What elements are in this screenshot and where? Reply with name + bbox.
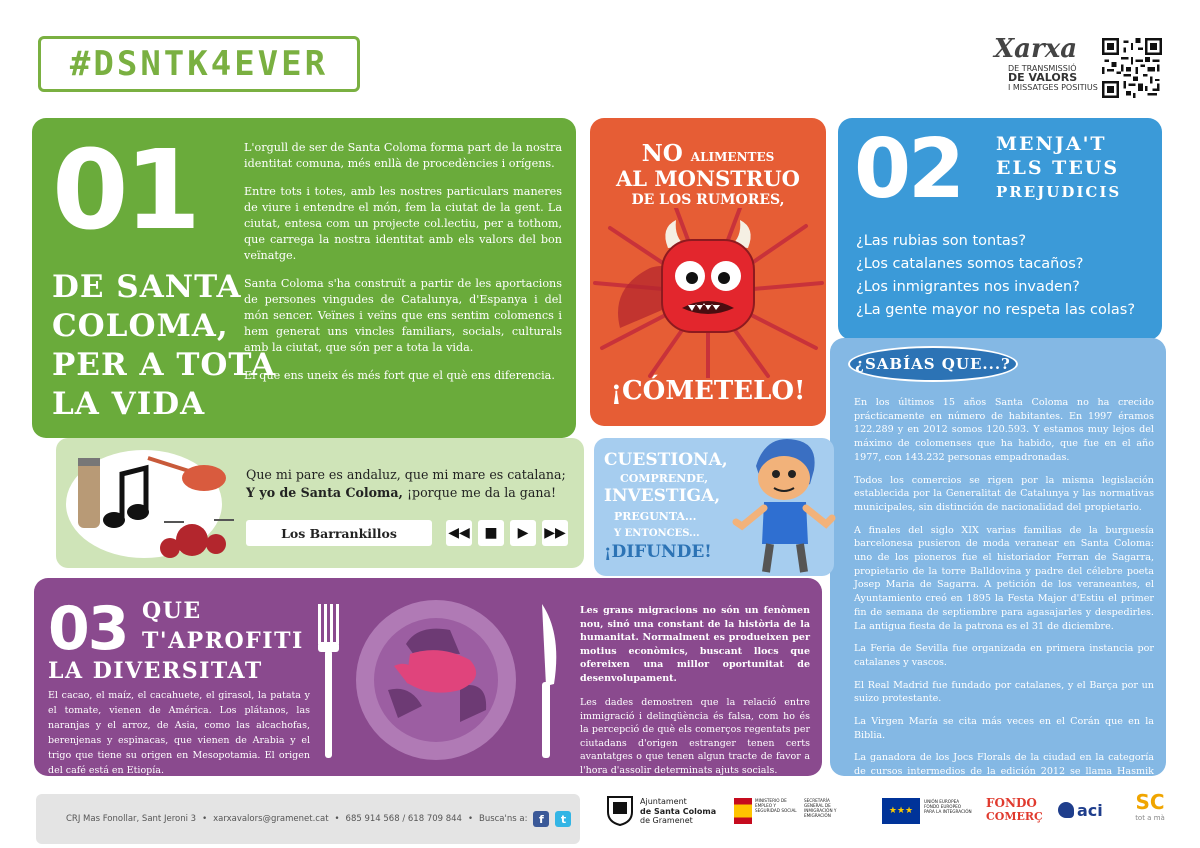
paragraph: Les grans migracions no són un fenòmen nou, sinó una constant de la història de la humanitat. Normalment es produeixen per motius econòmics, buscant llocs que ofereixen una millor oportunitat de desenvolupament. <box>580 605 810 684</box>
question: ¿Los inmigrantes nos invaden? <box>856 279 1080 295</box>
question: ¿La gente mayor no respeta las colas? <box>856 302 1136 318</box>
rumors-no: NO <box>641 140 683 167</box>
eu-logo <box>924 799 972 814</box>
section-03-number: 03 <box>48 594 128 664</box>
fondo-comerc-logo <box>986 796 1043 823</box>
footer-separator: • <box>467 814 473 824</box>
sponsor-text: de Santa Coloma <box>640 806 717 816</box>
facebook-icon[interactable]: f <box>533 811 549 827</box>
fact: Todos los comercios se rigen por la misma legislación establecida por la Generalitat de Catalunya y las normativas municipales, sin distinción de nacionalidad del propietario. <box>854 474 1154 513</box>
prejudice-questions <box>856 230 1135 322</box>
xarxa-logo <box>990 34 1120 106</box>
title-line: T'APROFITI <box>142 628 304 654</box>
section-03-body: El cacao, el maíz, el cacahuete, el girasol, la patata y el tomate, vienen de América. Los plátanos, las naranjas y el arroz, de Asia, como las alcachofas, berenjenas y espinacas, que vienen de Arabia y el trigo que tiene su origen en Mesopotamia. El origen del café está en Etiopía. <box>48 690 310 776</box>
footer-separator: • <box>334 814 340 824</box>
sponsor-text: SC <box>1135 790 1165 814</box>
question: ¿Los catalanes somos tacaños? <box>856 256 1084 272</box>
fact: A finales del siglo XIX varias familias de la burguesía barcelonesa pusieron de moda veranear en Santa Coloma: uno de los pioneros fue el historiador Ferran de Sagarra, propietario de la torre Balldovina y padre del célebre poeta Josep Maria de Sagarra. A petición de los veraneantes, el Ayuntamiento creó en 1895 la Festa Major d'Estiu el primer fin de semana de septiembre para agasajarles y despedirles. La antigua fiesta de la patrona es el 31 de diciembre. <box>854 524 1154 632</box>
section-03-panel <box>34 578 822 776</box>
cuestiona-line: Y ENTONCES... <box>614 528 700 539</box>
song-title-field[interactable]: Los Barrankillos <box>246 520 432 546</box>
logo-sub1: DE TRANSMISSIÓ <box>1008 64 1077 73</box>
section-01-title <box>52 268 276 424</box>
paragraph: Entre tots i totes, amb les nostres particulars maneres de viure i entendre el món, fem la ciutat de la gent. La ciutat, entesa com un projecte col.lectiu, per a tothom, que carrega la nostra identitat amb els valors del bon veïnatge. <box>244 185 562 262</box>
sabias-que-bubble: ¿SABÍAS QUE...? <box>848 346 1018 382</box>
ajuntament-logo <box>640 797 716 826</box>
fact: La Virgen María se cita más veces en el Corán que en la Biblia. <box>854 716 1154 741</box>
section-03-title <box>48 596 338 686</box>
spain-flag-icon <box>734 798 752 824</box>
section-01-number: 01 <box>52 126 198 254</box>
title-line: DE SANTA <box>52 269 242 305</box>
sponsor-text: Ajuntament <box>640 797 687 806</box>
logo-sub2: DE VALORS <box>1008 71 1078 84</box>
rumors-bottom: ¡CÓMETELO! <box>610 376 806 406</box>
question: ¿Las rubias son tontas? <box>856 233 1027 249</box>
fact: En los últimos 15 años Santa Coloma no ha crecido prácticamente en número de habitantes. En 1997 éramos 122.289 y en 2012 somos 120.593. Y estamos muy lejos del máximo de colomenses que ha habido, que fue en el año 1977, con 143.232 personas empadronadas. <box>854 397 1154 463</box>
rumors-line2: AL MONSTRUO <box>616 166 800 191</box>
logo-sub3: I MISSATGES POSITIUS <box>1008 83 1098 92</box>
ministerio-logo <box>734 798 850 824</box>
sponsor-text: FONDO EUROPEO PARA LA INTEGRACIÓN <box>924 804 972 814</box>
paragraph: Les dades demostren que la relació entre immigració i delinqüència és falsa, com ho és la percepció de què els comerços regentats per ciutadans d'origen estranger tenen certs avantatges o que tenen algun tracte de favor a l'hora d'assolir determinats ajuts socials. <box>580 697 810 776</box>
sponsor-text: UNIÓN EUROPEA <box>924 799 960 804</box>
title-line: PREJUDICIS <box>996 183 1122 201</box>
sabias-que-body <box>854 396 1154 802</box>
section-02-panel <box>838 118 1162 340</box>
footer-address: CRJ Mas Fonollar, Sant Jeroni 3 <box>66 814 197 824</box>
cuestiona-line: INVESTIGA, <box>604 486 721 506</box>
lyric-rest: ¡porque me da la gana! <box>402 485 557 500</box>
cuestiona-line: COMPRENDE, <box>620 472 709 485</box>
fact: El Real Madrid fue fundado por catalanes, y el Barça por un suizo protestante. <box>854 679 1154 705</box>
lyric-line <box>246 484 576 502</box>
play-button[interactable] <box>510 520 536 546</box>
section-03-right-text <box>580 604 810 788</box>
fast-forward-icon: ▶▶ <box>544 525 566 541</box>
play-icon: ▶ <box>517 525 529 541</box>
section-02-title <box>996 132 1121 204</box>
sponsor-text: de Gramenet <box>640 816 693 825</box>
qr-code-icon[interactable] <box>1102 38 1162 98</box>
lyric-bold: Y yo de Santa Coloma, <box>246 485 403 500</box>
rewind-icon: ◀◀ <box>448 525 470 541</box>
paragraph: Santa Coloma s'ha construït a partir de les aportacions de persones vingudes de Catalunya, d'Espanya i del món sencer. Veïnes i veïns que ens sentim colomencs i hem generat uns vincles familiars, socials, culturals amb la ciutat, que són per a tota la vida. <box>244 277 562 354</box>
sabias-que-panel <box>830 338 1166 791</box>
twitter-icon[interactable]: t <box>555 811 571 827</box>
lyric-line: Que mi pare es andaluz, que mi mare es catalana; <box>246 467 566 482</box>
section-01-panel <box>32 118 576 438</box>
logo-name: Xarxa <box>994 34 1078 64</box>
rewind-button[interactable] <box>446 520 472 546</box>
rumors-panel <box>590 118 826 426</box>
title-line: ELS TEUS <box>996 157 1120 179</box>
sponsor-text: aci <box>1077 800 1103 820</box>
fast-forward-button[interactable] <box>542 520 568 546</box>
fact: La Feria de Sevilla fue organizada en primera instancia por catalanes y vascos. <box>854 643 1154 668</box>
footer-separator: • <box>202 814 208 824</box>
title-line: LA VIDA <box>52 386 206 422</box>
cuestiona-line: CUESTIONA, <box>604 450 728 470</box>
section-02-number: 02 <box>854 122 963 217</box>
cuestiona-panel <box>594 438 834 576</box>
sponsor-text: MINISTERIO DE EMPLEO Y SEGURIDAD SOCIAL <box>755 798 797 813</box>
sponsor-text: FONDO <box>986 796 1037 810</box>
fact: La ganadora de los Jocs Florals de la ciudad en la categoría de cursos intermedios de la edición 2012 se llama Hasmik Karapetyan y es de origen armenio. <box>854 752 1154 791</box>
plate-world-illustration <box>310 594 568 766</box>
rumors-line1 <box>590 140 826 167</box>
cuestiona-line: PREGUNTA... <box>614 510 697 523</box>
rumors-alimentes: ALIMENTES <box>690 150 775 164</box>
footer-find: Busca'ns a: <box>478 814 528 824</box>
footer-email[interactable]: xarxavalors@gramenet.cat <box>213 814 329 824</box>
title-line: PER A TOTA <box>52 347 276 383</box>
contact-footer <box>36 794 580 844</box>
aci-mark-icon <box>1058 802 1074 818</box>
footer-phone: 685 914 568 / 618 709 844 <box>345 814 462 824</box>
song-lyrics <box>246 466 576 502</box>
sponsor-text: tot a mà <box>1135 814 1165 822</box>
ajuntament-shield-icon <box>604 794 636 826</box>
paragraph: El que ens uneix és més fort que el què ens diferencia. <box>244 369 555 382</box>
stop-button[interactable] <box>478 520 504 546</box>
title-line: LA DIVERSITAT <box>48 658 263 684</box>
hashtag-title: #DSNTK4EVER <box>38 36 360 92</box>
title-line: COLOMA, <box>52 308 229 344</box>
eu-flag-icon: ★★★ <box>882 798 920 824</box>
rumors-line3: DE LOS RUMORES, <box>631 192 785 208</box>
music-instruments-illustration <box>64 444 240 564</box>
sponsor-text: SECRETARÍA GENERAL DE INMIGRACIÓN Y EMIGRACIÓN <box>804 798 837 818</box>
sponsor-text: COMERÇ <box>986 810 1043 823</box>
thinking-boy-illustration <box>726 426 836 576</box>
paragraph: L'orgull de ser de Santa Coloma forma part de la nostra identitat comuna, més enllà de procedències i orígens. <box>244 141 562 170</box>
aci-logo <box>1058 796 1108 824</box>
title-line: MENJA'T <box>996 133 1107 155</box>
stop-icon: ■ <box>484 525 498 541</box>
title-line: QUE <box>142 598 202 624</box>
music-panel <box>56 438 584 568</box>
rumor-monster-illustration <box>590 208 826 378</box>
cuestiona-line: ¡DIFUNDE! <box>604 542 712 562</box>
section-01-body <box>244 140 562 396</box>
sc-logo <box>1130 790 1170 822</box>
